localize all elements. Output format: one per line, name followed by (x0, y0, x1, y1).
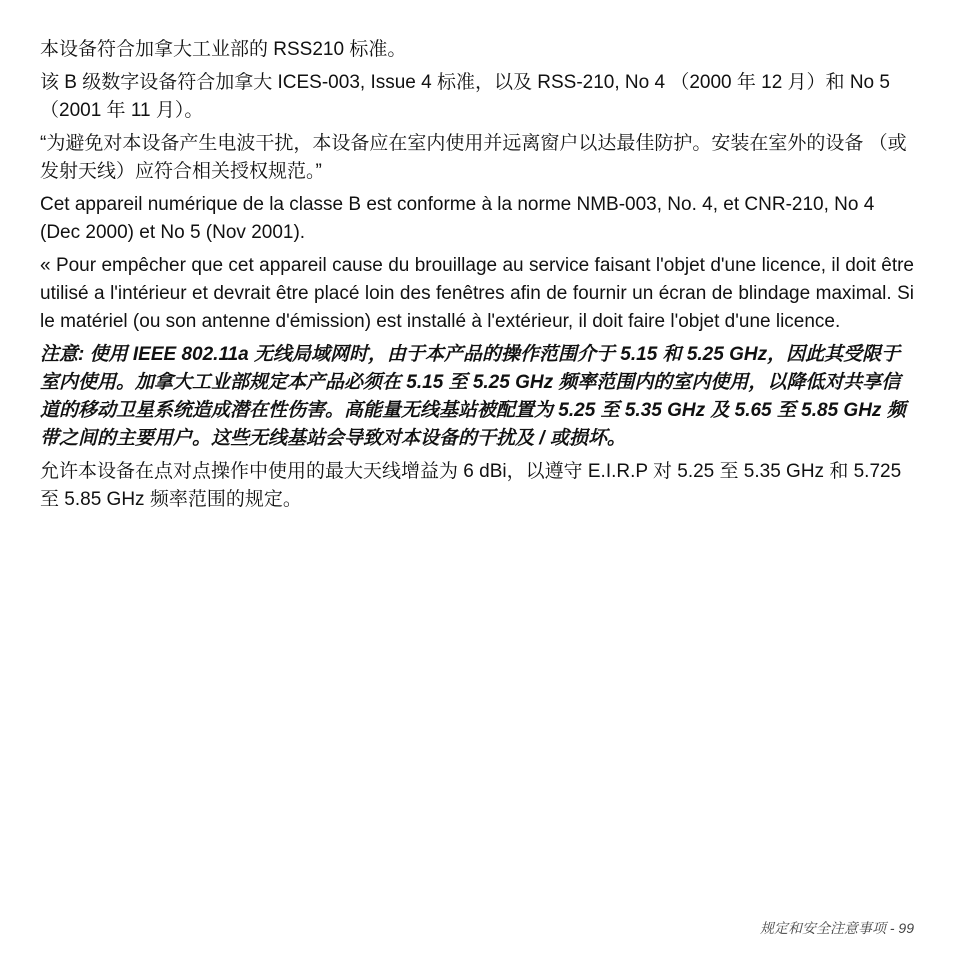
paragraph-rss210: 本设备符合加拿大工业部的 RSS210 标准。 (40, 39, 407, 60)
paragraph-wlan-caution: 注意: 使用 IEEE 802.11a 无线局域网时，由于本产品的操作范围介于 5.15 和 5.25 GHz，因此其受限于室内使用。加拿大工业部规定本产品必须在 5.15 至 5.25 GHz 频率范围内的室内使用，以降低对共享信道的移动卫星系统造成潜在性伤害。高能量无线基站被配置为 5.25 至 5.35 GHz 及 5.65 至 5.85 GHz 频带之间的主要用户。这些无线基站会导致对本设备的干扰及 / 或损坏。 (40, 344, 906, 449)
paragraph-interference-warning-fr: « Pour empêcher que cet appareil cause du brouillage au service faisant l'objet d'une licence, il doit être utilisé a l'intérieur et devrait être placé loin des fenêtres afin de fournir un écran de blindage maximal. Si le matériel (ou son antenne d'émission) est installé à l'extérieur, il doit faire l'objet d'une licence. (40, 255, 914, 332)
footer-section-title: 规定和安全注意事项 - (759, 920, 895, 936)
paragraph-interference-warning-zh: “为避免对本设备产生电波干扰，本设备应在室内使用并远离窗户以达最佳防护。安装在室外的设备 （或发射天线）应符合相关授权规范。” (40, 133, 907, 182)
paragraph-antenna-gain: 允许本设备在点对点操作中使用的最大天线增益为 6 dBi，以遵守 E.I.R.P 对 5.25 至 5.35 GHz 和 5.725 至 5.85 GHz 频率范围的规定。 (40, 461, 902, 510)
footer-page-number: 99 (898, 920, 914, 936)
paragraph-ices003: 该 B 级数字设备符合加拿大 ICES-003, Issue 4 标准，以及 RSS-210, No 4 （2000 年 12 月）和 No 5 （2001 年 11 月）。 (40, 72, 890, 121)
page-footer (760, 918, 914, 938)
paragraph-nmb003-fr: Cet appareil numérique de la classe B est conforme à la norme NMB-003, No. 4, et CNR-210, No 4 (Dec 2000) et No 5 (Nov 2001). (40, 194, 875, 243)
document-body (40, 36, 914, 519)
